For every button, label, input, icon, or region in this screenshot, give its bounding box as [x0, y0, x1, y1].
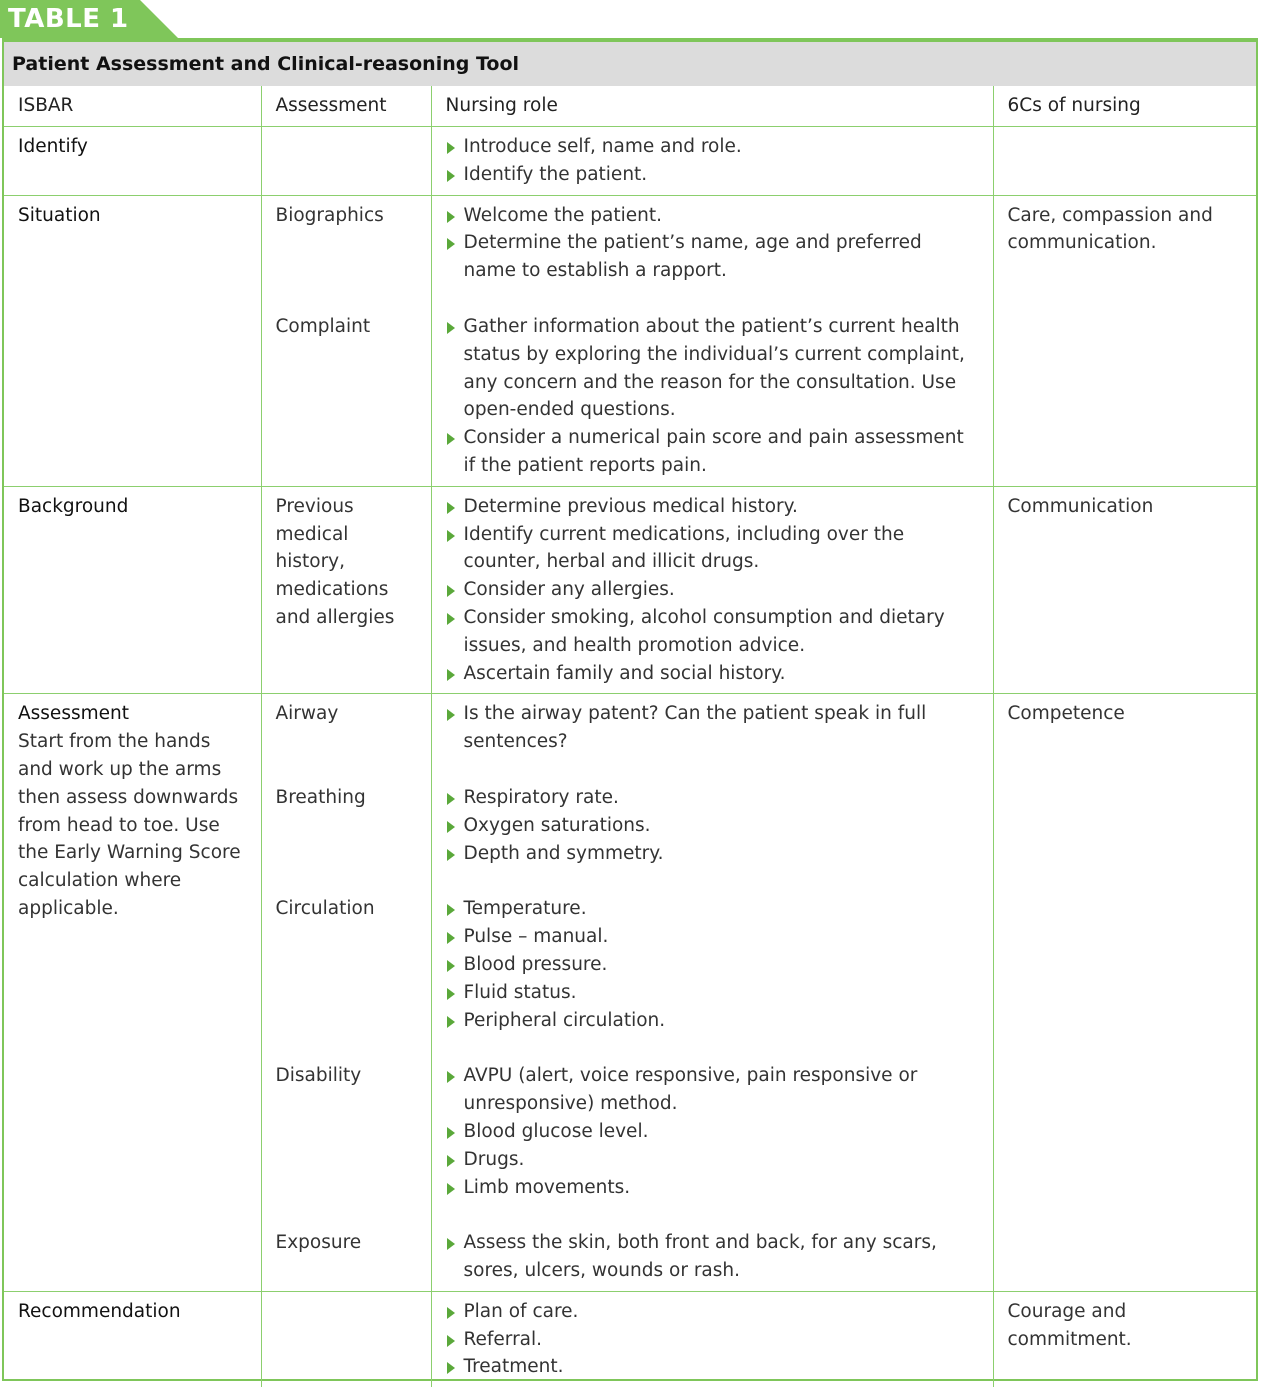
- assessment-label: Breathing: [275, 786, 366, 808]
- assessment-label: Airway: [275, 703, 339, 725]
- isbar-cell: [4, 195, 261, 486]
- assessment-label: Exposure: [275, 1232, 362, 1254]
- bullet-arrow-icon: [447, 211, 455, 223]
- assessment-label: Previous medical history, medications and allergies: [275, 495, 395, 628]
- bullet-arrow-icon: [447, 669, 455, 681]
- group-spacer: [276, 1201, 417, 1229]
- group-spacer: [276, 1034, 417, 1062]
- nursing-role-item: [446, 313, 979, 424]
- nursing-role-item: [446, 1146, 979, 1174]
- assessment-cell: [261, 195, 431, 486]
- bullet-arrow-icon: [447, 502, 455, 514]
- bullet-arrow-icon: [447, 960, 455, 972]
- nursing-role-text: Identify current medications, including over the counter, herbal and illicit drugs.: [463, 523, 905, 573]
- bullet-arrow-icon: [447, 585, 455, 597]
- nursing-role-text: AVPU (alert, voice responsive, pain responsive or unresponsive) method.: [463, 1065, 918, 1115]
- isbar-cell: [4, 486, 261, 694]
- six-cs-cell: [993, 486, 1256, 694]
- nursing-role-item: [446, 1353, 979, 1381]
- nursing-role-item: [446, 700, 979, 756]
- nursing-role-item: [446, 1229, 979, 1285]
- nursing-role-text: Respiratory rate.: [463, 786, 619, 808]
- header-assessment: Assessment: [261, 86, 431, 127]
- nursing-role-item: [446, 1062, 979, 1118]
- bullet-arrow-icon: [447, 988, 455, 1000]
- nursing-role-item: [446, 1298, 979, 1326]
- nursing-role-text: Fluid status.: [463, 981, 577, 1003]
- nursing-role-list: [446, 493, 979, 688]
- group-spacer: [276, 867, 417, 895]
- nursing-role-item: [446, 1326, 979, 1354]
- isbar-cell: [4, 127, 261, 196]
- bullet-arrow-icon: [447, 821, 455, 833]
- nursing-role-item: [446, 895, 979, 923]
- nursing-role-item: [446, 660, 979, 688]
- nursing-role-item: [446, 229, 979, 285]
- six-cs-cell: [993, 127, 1256, 196]
- header-nursing-role: Nursing role: [431, 86, 993, 127]
- nursing-role-list: [446, 1298, 979, 1381]
- nursing-role-list: [446, 1229, 979, 1285]
- six-cs-text: Care, compassion and communication.: [1007, 204, 1213, 254]
- nursing-role-item: [446, 161, 979, 189]
- assessment-label: Biographics: [275, 204, 384, 226]
- nursing-role-item: [446, 493, 979, 521]
- nursing-role-list: [446, 784, 979, 867]
- isbar-cell: [4, 1291, 261, 1387]
- nursing-role-text: Determine the patient’s name, age and preferred name to establish a rapport.: [463, 232, 922, 282]
- nursing-role-item: [446, 133, 979, 161]
- six-cs-text: Communication: [1007, 495, 1154, 517]
- nursing-role-item: [446, 1118, 979, 1146]
- nursing-role-item: [446, 979, 979, 1007]
- bullet-arrow-icon: [447, 322, 455, 334]
- nursing-role-text: Consider any allergies.: [463, 579, 675, 601]
- nursing-role-item: [446, 951, 979, 979]
- table-title-bar: [4, 42, 1256, 86]
- bullet-arrow-icon: [447, 142, 455, 154]
- isbar-stage: Recommendation: [18, 1300, 181, 1322]
- assessment-label: Circulation: [275, 898, 375, 920]
- group-spacer: [446, 867, 979, 895]
- bullet-arrow-icon: [447, 1071, 455, 1083]
- group-spacer: [446, 1201, 979, 1229]
- nursing-role-cell: [431, 694, 993, 1292]
- nursing-role-text: Referral.: [463, 1328, 543, 1350]
- isbar-cell: [4, 694, 261, 1292]
- bullet-arrow-icon: [447, 793, 455, 805]
- header-6cs: 6Cs of nursing: [993, 86, 1256, 127]
- nursing-role-cell: [431, 486, 993, 694]
- nursing-role-list: [446, 313, 979, 480]
- nursing-role-text: Ascertain family and social history.: [463, 662, 786, 684]
- assessment-cell: [261, 127, 431, 196]
- nursing-role-item: [446, 840, 979, 868]
- bullet-arrow-icon: [447, 170, 455, 182]
- header-row: [4, 86, 1256, 127]
- nursing-role-text: Assess the skin, both front and back, for any scars, sores, ulcers, wounds or rash.: [463, 1232, 937, 1282]
- assessment-cell: [261, 1291, 431, 1387]
- isbar-stage: Identify: [18, 136, 88, 157]
- nursing-role-text: Introduce self, name and role.: [463, 136, 742, 157]
- nursing-role-text: Treatment.: [463, 1356, 564, 1378]
- nursing-role-cell: [431, 195, 993, 486]
- nursing-role-item: [446, 1007, 979, 1035]
- table-row: [4, 486, 1256, 694]
- bullet-arrow-icon: [447, 1335, 455, 1347]
- nursing-role-text: Is the airway patent? Can the patient speak in full sentences?: [463, 703, 927, 753]
- nursing-role-text: Oxygen saturations.: [463, 814, 651, 836]
- isbar-note: Start from the hands and work up the arms then assess downwards from head to toe. Use the Early Warning Score calculation where applicable.: [18, 731, 241, 919]
- nursing-role-item: [446, 202, 979, 230]
- nursing-role-item: [446, 576, 979, 604]
- nursing-role-item: [446, 784, 979, 812]
- table-number-tab: [0, 0, 180, 38]
- six-cs-cell: [993, 1291, 1256, 1387]
- nursing-role-item: [446, 521, 979, 577]
- assessment-table: [4, 86, 1256, 1387]
- assessment-label: [276, 133, 417, 189]
- bullet-arrow-icon: [447, 1183, 455, 1195]
- isbar-stage: Assessment: [18, 703, 129, 725]
- bullet-arrow-icon: [447, 613, 455, 625]
- bullet-arrow-icon: [447, 530, 455, 542]
- nursing-role-text: Consider a numerical pain score and pain assessment if the patient reports pain.: [463, 427, 964, 476]
- assessment-label: Disability: [275, 1065, 362, 1087]
- table-title: Patient Assessment and Clinical-reasoning Tool: [12, 53, 520, 75]
- isbar-stage: Background: [18, 495, 129, 517]
- six-cs-cell: [993, 195, 1256, 486]
- bullet-arrow-icon: [447, 1238, 455, 1250]
- table-number-label: TABLE 1: [8, 4, 129, 34]
- nursing-role-text: Identify the patient.: [463, 163, 648, 185]
- group-spacer: [446, 285, 979, 313]
- nursing-role-text: Peripheral circulation.: [463, 1009, 666, 1031]
- bullet-arrow-icon: [447, 1155, 455, 1167]
- nursing-role-item: [446, 424, 979, 480]
- group-spacer: [446, 1034, 979, 1062]
- bullet-arrow-icon: [447, 238, 455, 250]
- bullet-arrow-icon: [447, 1016, 455, 1028]
- nursing-role-list: [446, 700, 979, 756]
- bullet-arrow-icon: [447, 1307, 455, 1319]
- assessment-label: Complaint: [275, 315, 371, 337]
- nursing-role-text: Limb movements.: [463, 1176, 631, 1198]
- nursing-role-text: Blood glucose level.: [463, 1120, 649, 1142]
- nursing-role-list: [446, 202, 979, 285]
- nursing-role-item: [446, 604, 979, 660]
- assessment-label: [276, 1298, 417, 1381]
- nursing-role-text: Temperature.: [463, 898, 587, 920]
- bullet-arrow-icon: [447, 433, 455, 445]
- group-spacer: [276, 756, 417, 784]
- nursing-role-text: Gather information about the patient’s current health status by exploring the individual’s current complaint, any concern and the reason for the consultation. Use open-ended questions.: [463, 315, 965, 421]
- bullet-arrow-icon: [447, 932, 455, 944]
- header-isbar: ISBAR: [4, 86, 261, 127]
- bullet-arrow-icon: [447, 904, 455, 916]
- bullet-arrow-icon: [447, 849, 455, 861]
- nursing-role-text: Pulse – manual.: [463, 926, 609, 948]
- nursing-role-text: Drugs.: [463, 1148, 525, 1170]
- six-cs-text: Competence: [1007, 703, 1125, 725]
- nursing-role-text: Plan of care.: [463, 1300, 579, 1322]
- nursing-role-text: Blood pressure.: [463, 953, 608, 975]
- nursing-role-text: Welcome the patient.: [463, 204, 662, 226]
- nursing-role-item: [446, 812, 979, 840]
- bullet-arrow-icon: [447, 709, 455, 721]
- nursing-role-list: [446, 1062, 979, 1201]
- assessment-cell: [261, 486, 431, 694]
- isbar-stage: Situation: [18, 204, 101, 226]
- nursing-role-list: [446, 895, 979, 1034]
- nursing-role-text: Consider smoking, alcohol consumption and dietary issues, and health promotion advice.: [463, 606, 945, 656]
- nursing-role-text: Depth and symmetry.: [463, 842, 664, 864]
- nursing-role-list: [446, 133, 979, 189]
- group-spacer: [446, 756, 979, 784]
- bullet-arrow-icon: [447, 1362, 455, 1374]
- table-row: [4, 1291, 1256, 1387]
- nursing-role-item: [446, 923, 979, 951]
- nursing-role-text: Determine previous medical history.: [463, 495, 798, 517]
- nursing-role-cell: [431, 1291, 993, 1387]
- table-row: [4, 195, 1256, 486]
- group-spacer: [276, 285, 417, 313]
- table-row: [4, 694, 1256, 1292]
- nursing-role-cell: [431, 127, 993, 196]
- six-cs-cell: [993, 694, 1256, 1292]
- table-row: [4, 127, 1256, 196]
- assessment-cell: [261, 694, 431, 1292]
- bullet-arrow-icon: [447, 1127, 455, 1139]
- six-cs-text: Courage and commitment.: [1007, 1300, 1132, 1350]
- nursing-role-item: [446, 1174, 979, 1202]
